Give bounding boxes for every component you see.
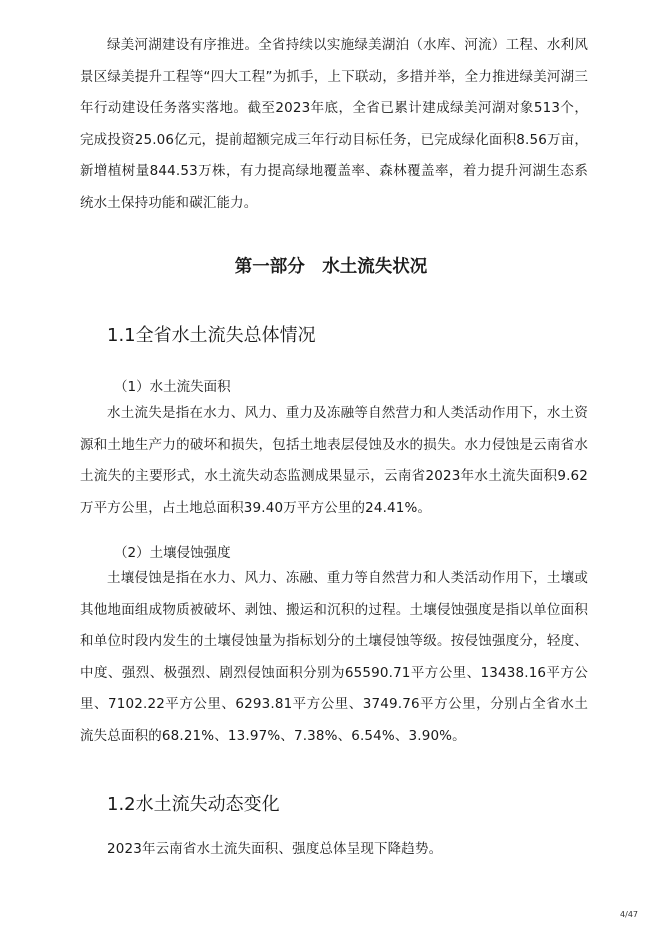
subheading-erosion-intensity: （2）土壤侵蚀强度 xyxy=(114,545,231,561)
section-heading-1-2: 1.2水土流失动态变化 xyxy=(107,794,280,815)
subheading-soil-loss-area: （1）水土流失面积 xyxy=(114,379,231,395)
erosion-intensity-paragraph: 土壤侵蚀是指在水力、风力、冻融、重力等自然营力和人类活动作用下，土壤或其他地面组成物质被破坏、剥蚀、搬运和沉积的过程。土壤侵蚀强度是指以单位面积和单位时段内发生的土壤侵蚀量为指标划分的土壤侵蚀等级。按侵蚀强度分，轻度、中度、强烈、极强烈、剧烈侵蚀面积分别为65590.71平方公里、13438.16平方公里、7102.22平方公里、6293.81平方公里、3749.76平方公里，分别占全省水土流失总面积的68.21%、13.97%、7.38%、6.54%、3.90%。 xyxy=(80,570,588,744)
page-number: 4/47 xyxy=(620,910,638,919)
part-title: 第一部分 水土流失状况 xyxy=(234,257,428,277)
section-heading-1-1: 1.1全省水土流失总体情况 xyxy=(107,325,316,346)
trend-paragraph: 2023年云南省水土流失面积、强度总体呈现下降趋势。 xyxy=(107,841,443,857)
soil-loss-area-paragraph: 水土流失是指在水力、风力、重力及冻融等自然营力和人类活动作用下，水土资源和土地生产力的破坏和损失，包括土地表层侵蚀及水的损失。水力侵蚀是云南省水土流失的主要形式，水土流失动态监测成果显示，云南省2023年水土流失面积9.62万平方公里，占土地总面积39.40万平方公里的24.41%。 xyxy=(80,405,588,516)
intro-paragraph: 绿美河湖建设有序推进。全省持续以实施绿美湖泊（水库、河流）工程、水利风景区绿美提升工程等“四大工程”为抓手，上下联动，多措并举，全力推进绿美河湖三年行动建设任务落实落地。截至2023年底，全省已累计建成绿美河湖对象513个，完成投资25.06亿元，提前超额完成三年行动目标任务，已完成绿化面积8.56万亩，新增植树量844.53万株，有力提高绿地覆盖率、森林覆盖率，着力提升河湖生态系统水土保持功能和碳汇能力。 xyxy=(80,37,588,211)
